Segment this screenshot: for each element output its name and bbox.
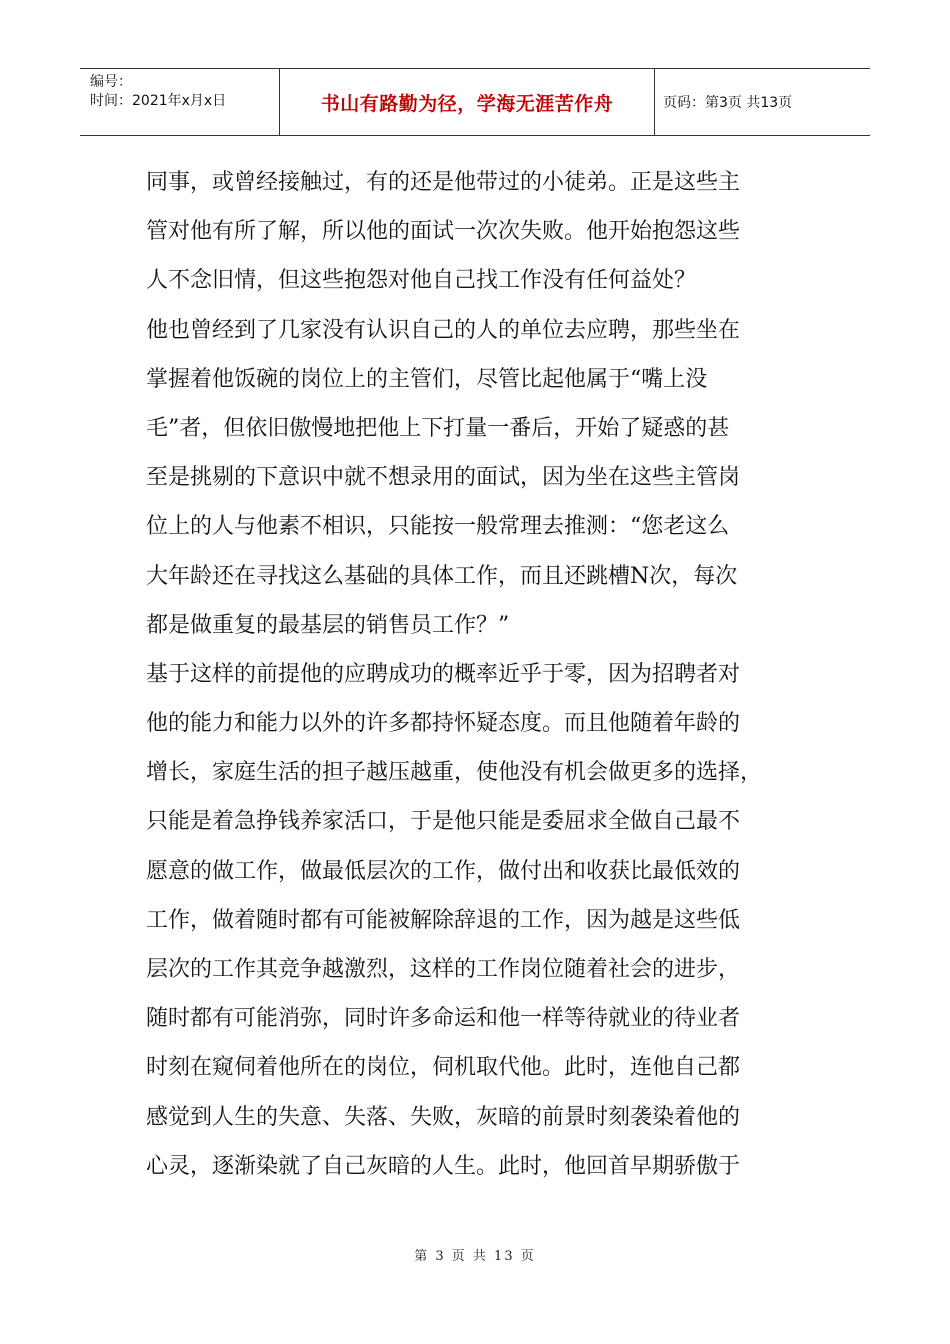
body-line: 感觉到人生的失意、失落、失败，灰暗的前景时刻袭染着他的 [146, 1104, 741, 1130]
body-line: 掌握着他饭碗的岗位上的主管们，尽管比起他属于“嘴上没 [146, 366, 708, 392]
body-line: 都是做重复的最基层的销售员工作？” [146, 612, 510, 638]
header-page-info: 页码：第3页 共13页 [663, 95, 793, 111]
body-line: 时刻在窥伺着他所在的岗位，伺机取代他。此时，连他自己都 [146, 1055, 741, 1081]
body-line: 管对他有所了解，所以他的面试一次次失败。他开始抱怨这些 [146, 219, 741, 245]
body-line: 同事，或曾经接触过，有的还是他带过的小徒弟。正是这些主 [146, 170, 741, 195]
page-header [80, 68, 870, 136]
body-line: 基于这样的前提他的应聘成功的概率近乎于零，因为招聘者对 [146, 661, 741, 687]
header-meta [80, 69, 280, 135]
body-line: 人不念旧情，但这些抱怨对他自己找工作没有任何益处？ [146, 268, 697, 294]
page-footer: 第 3 页 共 13 页 [414, 1249, 536, 1264]
header-motto: 书山有路勤为径，学海无涯苦作舟 [280, 69, 655, 135]
body-line: 愿意的做工作，做最低层次的工作，做付出和收获比最低效的 [146, 858, 741, 884]
body-line: 层次的工作其竞争越激烈，这样的工作岗位随着社会的进步， [146, 957, 741, 982]
body-line: 至是挑剔的下意识中就不想录用的面试，因为坐在这些主管岗 [146, 465, 741, 491]
body-line: 他也曾经到了几家没有认识自己的人的单位去应聘，那些坐在 [146, 317, 741, 343]
body-line: 只能是着急挣钱养家活口，于是他只能是委屈求全做自己最不 [146, 809, 741, 835]
document-body [146, 158, 816, 1191]
body-line: 增长，家庭生活的担子越压越重，使他没有机会做更多的选择， [146, 760, 763, 786]
document-number-label: 编号： [90, 74, 132, 90]
body-line: 他的能力和能力以外的许多都持怀疑态度。而且他随着年龄的 [146, 711, 741, 737]
body-line: 大年龄还在寻找这么基础的具体工作，而且还跳槽N次，每次 [146, 563, 738, 589]
body-line: 随时都有可能消弥，同时许多命运和他一样等待就业的待业者 [146, 1006, 741, 1032]
body-line: 位上的人与他素不相识，只能按一般常理去推测：“您老这么 [146, 514, 730, 540]
body-line: 工作，做着随时都有可能被解除辞退的工作，因为越是这些低 [146, 907, 741, 933]
body-line: 心灵，逐渐染就了自己灰暗的人生。此时，他回首早期骄傲于 [146, 1153, 741, 1179]
body-line: 毛”者，但依旧傲慢地把他上下打量一番后，开始了疑惑的甚 [146, 415, 730, 441]
document-date: 时间：2021年x月x日 [90, 93, 227, 109]
